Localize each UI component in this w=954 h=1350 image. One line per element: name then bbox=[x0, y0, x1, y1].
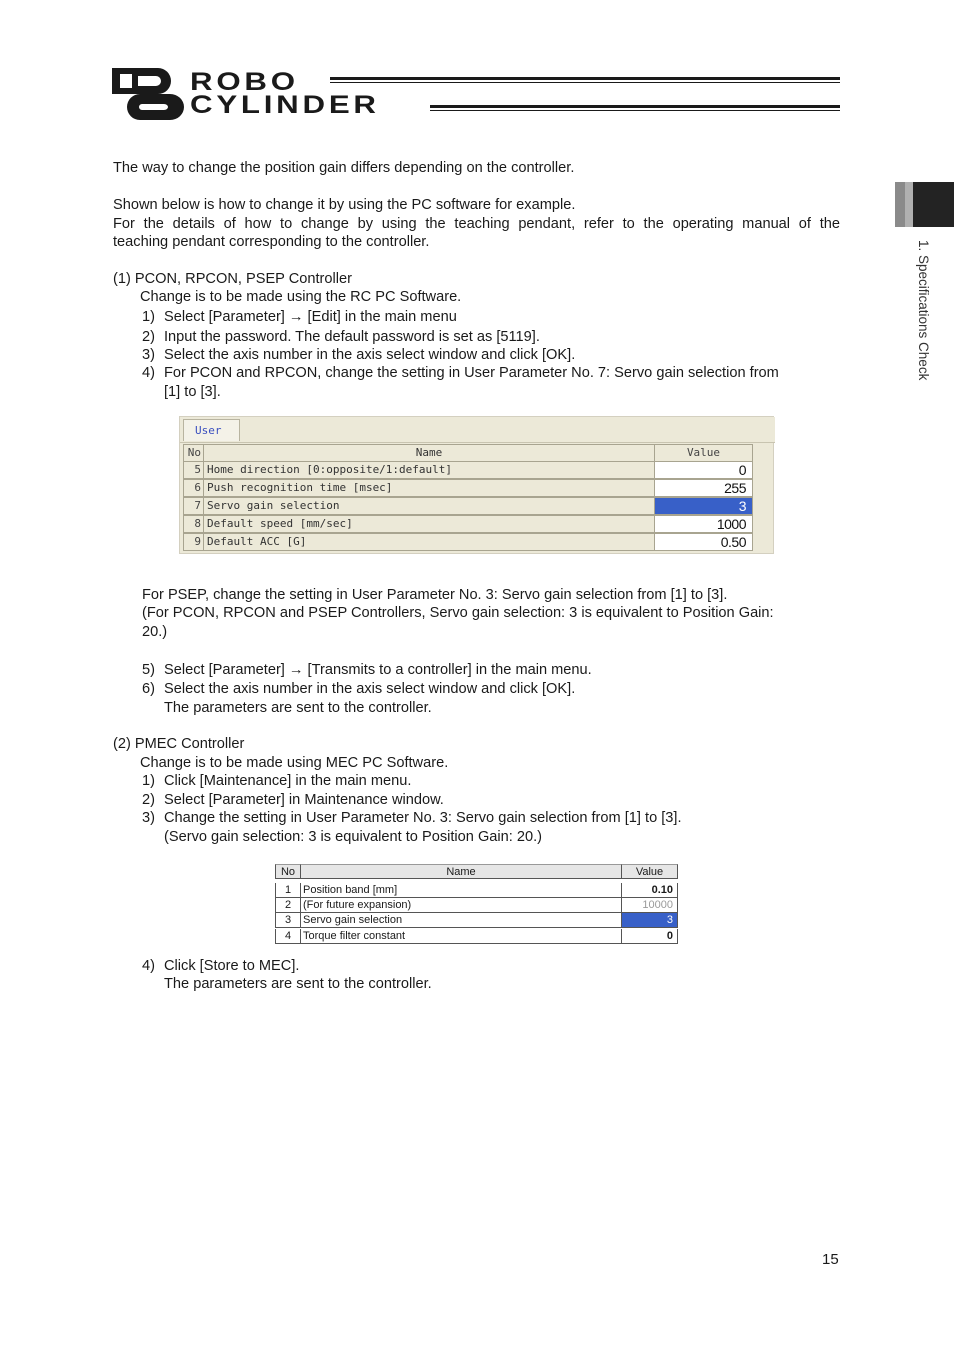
step-number: 4) bbox=[142, 958, 155, 974]
rc-row-value[interactable]: 255 bbox=[655, 479, 753, 497]
rc-row-name: Default ACC [G] bbox=[204, 533, 655, 551]
rc-tab-bar bbox=[180, 417, 775, 443]
section-2-step-4 bbox=[142, 957, 299, 975]
step-text: Click [Store to MEC]. bbox=[164, 958, 300, 974]
intro-paragraph-2: Shown below is how to change it by using the PC software for example. bbox=[113, 197, 576, 213]
mec-header-no: No bbox=[275, 864, 301, 879]
mec-row-value-selected[interactable]: 3 bbox=[622, 913, 678, 928]
step-text: Input the password. The default password is set as [5119]. bbox=[164, 329, 540, 345]
section-1-heading: (1) PCON, RPCON, PSEP Controller bbox=[113, 271, 352, 287]
psep-note: For PSEP, change the setting in User Parameter No. 3: Servo gain selection from [1] to [3]. bbox=[142, 587, 728, 603]
mec-row-no: 3 bbox=[275, 913, 301, 928]
logo-word-robo: ROBO bbox=[190, 68, 299, 96]
mec-row-no: 2 bbox=[275, 898, 301, 913]
section-1-step-1 bbox=[142, 308, 457, 326]
rc-grid-row[interactable] bbox=[183, 497, 754, 515]
step-number: 4) bbox=[142, 365, 155, 381]
rc-grid-row[interactable] bbox=[183, 479, 754, 497]
intro-paragraph-3-line-2: teaching pendant corresponding to the controller. bbox=[113, 234, 430, 250]
mec-row-value[interactable]: 0 bbox=[622, 929, 678, 944]
page-number: 15 bbox=[822, 1251, 839, 1268]
intro-paragraph-3-line-1: For the details of how to change by using the teaching pendant, refer to the operating manual of the bbox=[113, 216, 840, 232]
section-2-step-3-continued: (Servo gain selection: 3 is equivalent to Position Gain: 20.) bbox=[164, 829, 543, 845]
rc-row-name: Servo gain selection bbox=[204, 497, 655, 515]
mec-row-name: Position band [mm] bbox=[301, 883, 622, 898]
rc-logo-mark-icon bbox=[112, 68, 184, 120]
rc-row-name: Push recognition time [msec] bbox=[204, 479, 655, 497]
section-1-step-5 bbox=[142, 661, 592, 679]
section-2-step-2 bbox=[142, 791, 444, 809]
step-number: 2) bbox=[142, 329, 155, 345]
equivalence-note-line-1: (For PCON, RPCON and PSEP Controllers, Servo gain selection: 3 is equivalent to Position Gain: bbox=[142, 605, 774, 621]
rc-row-no: 6 bbox=[183, 479, 204, 497]
step-number: 2) bbox=[142, 792, 155, 808]
step-text: Select the axis number in the axis select window and click [OK]. bbox=[164, 681, 576, 697]
tab-user[interactable]: User bbox=[183, 419, 240, 441]
step-text: For PCON and RPCON, change the setting in User Parameter No. 7: Servo gain selection from bbox=[164, 365, 779, 381]
chapter-side-label bbox=[916, 240, 936, 420]
mec-row-name: Torque filter constant bbox=[301, 929, 622, 944]
section-1-step-6-continued: The parameters are sent to the controller. bbox=[164, 700, 432, 716]
section-1-step-3 bbox=[142, 346, 575, 364]
mec-row-value[interactable]: 0.10 bbox=[622, 883, 678, 898]
equivalence-note-line-2: 20.) bbox=[142, 624, 168, 640]
header-rule-bottom-thin bbox=[430, 110, 840, 111]
mec-grid-row[interactable] bbox=[275, 929, 678, 944]
step-number: 6) bbox=[142, 681, 155, 697]
robo-cylinder-logo bbox=[112, 68, 842, 120]
section-1-step-4-continued: [1] to [3]. bbox=[164, 384, 221, 400]
mec-header-name: Name bbox=[301, 864, 622, 879]
mec-row-name: Servo gain selection bbox=[301, 913, 622, 928]
rc-row-value[interactable]: 0.50 bbox=[655, 533, 753, 551]
mec-row-no: 1 bbox=[275, 883, 301, 898]
mec-header-value: Value bbox=[622, 864, 678, 879]
step-number: 1) bbox=[142, 309, 155, 325]
rc-grid-row[interactable] bbox=[183, 461, 754, 479]
step-number: 3) bbox=[142, 810, 155, 826]
logo-word-cylinder: CYLINDER bbox=[190, 91, 380, 119]
step-text: Click [Maintenance] in the main menu. bbox=[164, 773, 412, 789]
section-2-subheading: Change is to be made using MEC PC Software. bbox=[140, 755, 449, 771]
rc-row-no: 5 bbox=[183, 461, 204, 479]
rc-row-name: Default speed [mm/sec] bbox=[204, 515, 655, 533]
step-number: 5) bbox=[142, 662, 155, 678]
rc-row-name: Home direction [0:opposite/1:default] bbox=[204, 461, 655, 479]
header-rule-bottom bbox=[430, 105, 840, 108]
mec-parameter-screenshot bbox=[275, 864, 679, 946]
mec-row-no: 4 bbox=[275, 929, 301, 944]
rc-grid-row[interactable] bbox=[183, 533, 754, 551]
section-1-step-6 bbox=[142, 680, 575, 698]
mec-row-name: (For future expansion) bbox=[301, 898, 622, 913]
section-2-heading: (2) PMEC Controller bbox=[113, 736, 245, 752]
rc-row-no: 7 bbox=[183, 497, 204, 515]
mec-grid-row[interactable] bbox=[275, 883, 678, 898]
step-text: Select [Parameter] in Maintenance window. bbox=[164, 792, 444, 808]
rc-header-no: No bbox=[183, 444, 204, 462]
section-1-subheading: Change is to be made using the RC PC Software. bbox=[140, 289, 462, 305]
rc-grid-row[interactable] bbox=[183, 515, 754, 533]
step-text: Select [Parameter] → [Transmits to a controller] in the main menu. bbox=[164, 662, 592, 678]
intro-paragraph-1: The way to change the position gain differs depending on the controller. bbox=[113, 160, 575, 176]
chapter-side-label-text: 1. Specifications Check bbox=[916, 240, 931, 381]
section-1-step-2 bbox=[142, 328, 540, 346]
chapter-tab-marker bbox=[895, 182, 954, 227]
section-2-step-3 bbox=[142, 809, 682, 827]
mec-grid-header bbox=[275, 864, 678, 879]
rc-row-value[interactable]: 1000 bbox=[655, 515, 753, 533]
rc-header-name: Name bbox=[204, 444, 655, 462]
section-2-step-4-continued: The parameters are sent to the controller. bbox=[164, 976, 432, 992]
section-2-step-1 bbox=[142, 772, 411, 790]
step-text: Change the setting in User Parameter No. 3: Servo gain selection from [1] to [3]. bbox=[164, 810, 682, 826]
mec-row-value-disabled: 10000 bbox=[622, 898, 678, 913]
step-text: Select the axis number in the axis select window and click [OK]. bbox=[164, 347, 576, 363]
step-number: 3) bbox=[142, 347, 155, 363]
rc-row-no: 8 bbox=[183, 515, 204, 533]
rc-row-no: 9 bbox=[183, 533, 204, 551]
rc-parameter-screenshot bbox=[179, 416, 774, 554]
rc-row-value-selected[interactable]: 3 bbox=[655, 497, 753, 515]
section-1-step-4 bbox=[142, 364, 779, 382]
mec-grid-row[interactable] bbox=[275, 898, 678, 913]
rc-row-value[interactable]: 0 bbox=[655, 461, 753, 479]
step-text: Select [Parameter] → [Edit] in the main menu bbox=[164, 309, 457, 325]
mec-grid-row[interactable] bbox=[275, 913, 678, 928]
rc-header-value: Value bbox=[655, 444, 753, 462]
header-rule-top-thin bbox=[330, 82, 840, 83]
header-rule-top bbox=[330, 77, 840, 80]
step-number: 1) bbox=[142, 773, 155, 789]
rc-grid-header bbox=[183, 444, 754, 462]
